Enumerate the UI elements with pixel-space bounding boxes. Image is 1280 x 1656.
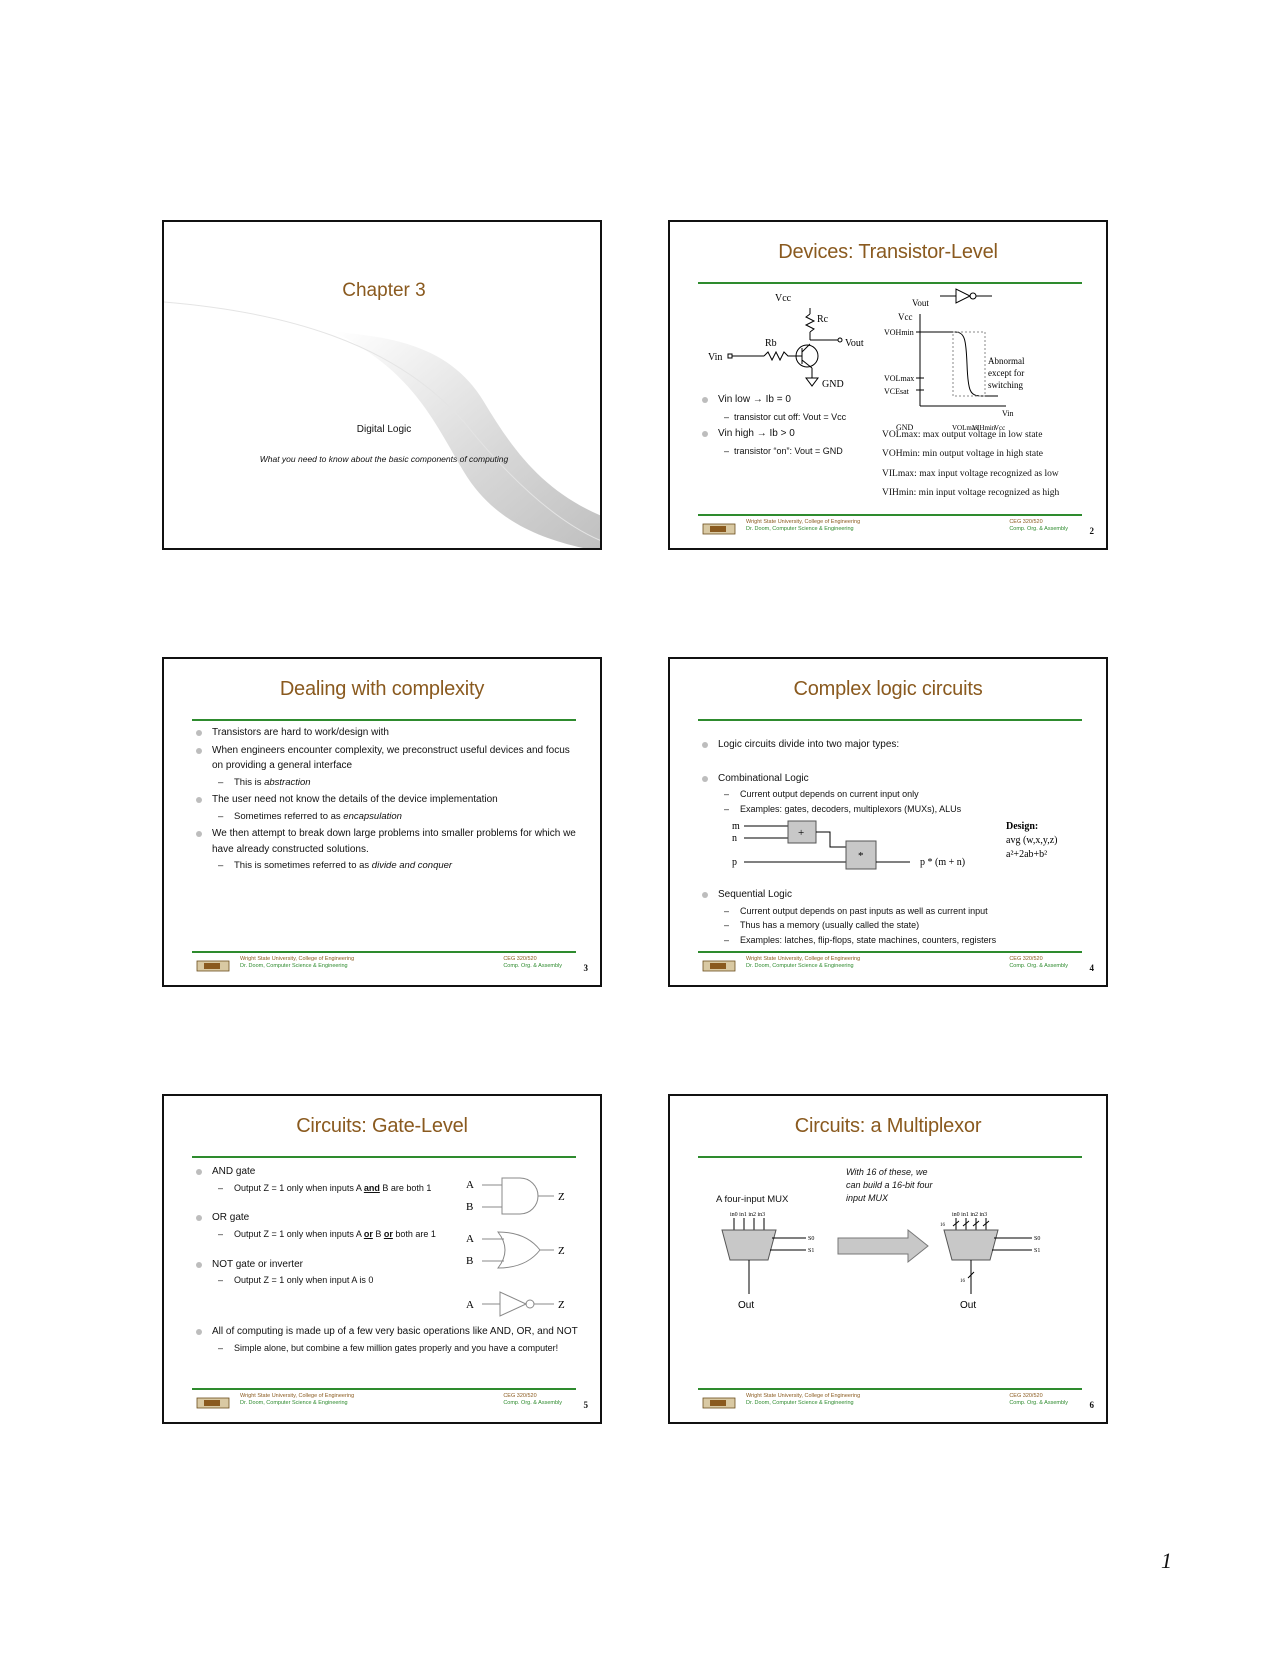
university-logo: [702, 1396, 736, 1410]
sub-bullet: – This is sometimes referred to as divide and conquer: [190, 859, 582, 874]
sub-bullet: – Current output depends on current input only: [696, 788, 1088, 802]
vin-label: Vin: [708, 352, 723, 363]
svg-text:S0: S0: [1034, 1236, 1041, 1242]
slide-1-subtitle: Digital Logic: [356, 424, 412, 435]
footer-author: Dr. Doom, Computer Science & Engineering: [240, 963, 348, 970]
slide-1-title: Chapter 3: [342, 280, 426, 301]
university-logo: [196, 1396, 230, 1410]
slide-4: [668, 657, 1108, 987]
definition-vol: VOLmax: max output voltage in low state: [882, 430, 1043, 440]
graph-note-3: switching: [988, 380, 1023, 390]
graph-note-2: except for: [988, 368, 1025, 378]
graph-gnd-label: GND: [896, 423, 914, 432]
slide-footer: [698, 1388, 1098, 1414]
svg-text:S0: S0: [808, 1236, 815, 1242]
bullet: OR gate: [190, 1210, 440, 1226]
or-gate-symbol: [466, 1232, 565, 1268]
bullet: Logic circuits divide into two major types:: [696, 737, 1088, 753]
svg-text:B: B: [466, 1255, 474, 1267]
title-rule: [192, 1156, 576, 1158]
definition-voh: VOHmin: min output voltage in high state: [882, 449, 1043, 460]
graph-vce-label: VCEsat: [884, 387, 909, 396]
slide-1: [162, 220, 602, 550]
slide-footer: [698, 514, 1098, 540]
graph-voh-label: VOHmin: [884, 328, 914, 337]
slide-5: [162, 1094, 602, 1424]
footer-author: Dr. Doom, Computer Science & Engineering: [746, 963, 854, 970]
multiplexor-diagram: [670, 1208, 1108, 1368]
bullet: All of computing is made up of a few very basic operations like AND, OR, and NOT: [190, 1324, 582, 1340]
logic-gates-diagram: [464, 1176, 594, 1326]
footer-university: Wright State University, College of Engineering: [746, 1393, 861, 1399]
graph-xvih-label: VIHmin: [972, 424, 996, 432]
sub-bullet: – Current output depends on past inputs as well as current input: [696, 905, 1088, 919]
slide-5-summary-bullets: [190, 1322, 582, 1356]
page-number: 1: [1161, 1548, 1172, 1573]
svg-text:Out: Out: [738, 1300, 755, 1311]
slide-5-title: Circuits: Gate-Level: [296, 1115, 468, 1137]
bullet: Sequential Logic: [696, 887, 1088, 903]
vcc-label: Vcc: [775, 293, 792, 304]
input-m-label: m: [732, 821, 740, 832]
sub-bullet: – transistor cut off: Vout = Vcc: [696, 410, 886, 424]
svg-text:S1: S1: [1034, 1248, 1041, 1254]
bullet: AND gate: [190, 1164, 440, 1180]
svg-text:in0 in1 in2 in3: in0 in1 in2 in3: [952, 1212, 988, 1218]
footer-course-name: Comp. Org. & Assembly: [1009, 526, 1068, 533]
slide-footer: [192, 951, 592, 977]
sub-bullet: – Output Z = 1 only when inputs A or B or both are 1: [190, 1228, 440, 1242]
bullet: Combinational Logic: [696, 771, 1088, 787]
footer-course-name: Comp. Org. & Assembly: [1009, 1400, 1068, 1407]
ground-symbol: [806, 378, 818, 386]
footer-course-name: Comp. Org. & Assembly: [1009, 963, 1068, 970]
sub-bullet: – Examples: gates, decoders, multiplexors (MUXs), ALUs: [696, 803, 1088, 817]
vout-label: Vout: [845, 338, 864, 349]
svg-text:Out: Out: [960, 1300, 977, 1311]
svg-text:Z: Z: [558, 1191, 565, 1203]
multiplier-symbol: *: [858, 850, 864, 862]
slide-number: 3: [583, 963, 588, 973]
slide-6-title: Circuits: a Multiplexor: [794, 1115, 982, 1137]
graph-xvcc-label: Vcc: [994, 424, 1006, 432]
bullet: Vin low → Ib = 0: [696, 392, 886, 408]
footer-course-code: CEG 320/520: [1009, 956, 1043, 962]
design-avg: avg (w,x,y,z): [1006, 835, 1058, 846]
mux-note: With 16 of these, we can build a 16-bit four input MUX: [846, 1167, 933, 1204]
footer-author: Dr. Doom, Computer Science & Engineering: [746, 1400, 854, 1407]
svg-text:A: A: [466, 1299, 474, 1311]
footer-university: Wright State University, College of Engineering: [746, 519, 861, 525]
footer-course-code: CEG 320/520: [503, 1393, 537, 1399]
svg-text:B: B: [466, 1201, 474, 1213]
combinational-circuit-diagram: [670, 817, 1108, 887]
threshold-definitions: [882, 426, 1097, 504]
sub-bullet: – Output Z = 1 only when input A is 0: [190, 1274, 440, 1288]
sub-bullet: – Examples: latches, flip-flops, state machines, counters, registers: [696, 934, 1088, 948]
title-rule: [192, 719, 576, 721]
footer-course-name: Comp. Org. & Assembly: [503, 1400, 562, 1407]
bullet: NOT gate or inverter: [190, 1257, 440, 1273]
slide-3-title: Dealing with complexity: [279, 678, 485, 700]
sub-bullet: – Thus has a memory (usually called the state): [696, 919, 1088, 933]
graph-vout-label: Vout: [912, 298, 929, 308]
svg-text:A: A: [466, 1233, 474, 1245]
slide-2: [668, 220, 1108, 550]
slide-4-bullets-bottom: [696, 885, 1088, 949]
slide-2-title: Devices: Transistor-Level: [778, 241, 998, 263]
transfer-curve-graph: [884, 298, 1025, 432]
input-p-label: p: [732, 857, 737, 868]
graph-vin-label: Vin: [1002, 409, 1014, 418]
title-rule: [698, 719, 1082, 721]
svg-text:Z: Z: [558, 1299, 565, 1311]
gnd-label: GND: [822, 379, 844, 390]
slide-4-bullets-top: [696, 735, 1088, 818]
title-swoosh-graphic: [164, 222, 602, 550]
slide-number: 5: [583, 1400, 588, 1410]
slide-2-bullets: [696, 390, 886, 460]
bullet: When engineers encounter complexity, we preconstruct useful devices and focus on providing a general interface: [190, 743, 582, 774]
design-expression: a²+2ab+b²: [1006, 849, 1048, 860]
slide-number: 6: [1089, 1400, 1094, 1410]
university-logo: [702, 959, 736, 973]
footer-university: Wright State University, College of Engineering: [746, 956, 861, 962]
footer-author: Dr. Doom, Computer Science & Engineering: [240, 1400, 348, 1407]
sub-bullet: – Sometimes referred to as encapsulation: [190, 810, 582, 825]
slide-6: [668, 1094, 1108, 1424]
sub-bullet: – Output Z = 1 only when inputs A and B are both 1: [190, 1182, 440, 1196]
four-input-mux: [722, 1212, 814, 1311]
bullet: Vin high → Ib > 0: [696, 426, 886, 442]
not-gate-symbol: [466, 1292, 565, 1316]
transform-arrow: [838, 1230, 928, 1262]
university-logo: [702, 522, 736, 536]
rb-label: Rb: [765, 338, 777, 349]
definition-vih: VIHmin: min input voltage recognized as high: [882, 488, 1060, 499]
sub-bullet: – This is abstraction: [190, 776, 582, 791]
svg-text:16: 16: [940, 1223, 945, 1228]
slide-3: [162, 657, 602, 987]
mux-label: A four-input MUX: [716, 1194, 789, 1205]
title-rule: [698, 1156, 1082, 1158]
svg-text:S1: S1: [808, 1248, 815, 1254]
and-gate-symbol: [466, 1178, 565, 1214]
bullet: We then attempt to break down large problems into smaller problems for which we have already constructed solutions.: [190, 826, 582, 857]
rc-label: Rc: [817, 314, 829, 325]
inverter-symbol: [940, 289, 992, 303]
sub-bullet: – Simple alone, but combine a few million gates properly and you have a computer!: [190, 1342, 582, 1356]
bullet: Transistors are hard to work/design with: [190, 725, 582, 741]
footer-author: Dr. Doom, Computer Science & Engineering: [746, 526, 854, 533]
svg-text:in0 in1 in2 in3: in0 in1 in2 in3: [730, 1212, 766, 1218]
graph-vcc-label: Vcc: [898, 312, 913, 322]
sub-bullet: – transistor “on”: Vout = GND: [696, 444, 886, 458]
footer-course-code: CEG 320/520: [503, 956, 537, 962]
graph-vol-label: VOLmax: [884, 374, 915, 383]
slide-5-gate-bullets: [190, 1162, 440, 1289]
slide-number: 2: [1089, 526, 1094, 536]
slide-number: 4: [1089, 963, 1094, 973]
input-n-label: n: [732, 833, 737, 844]
footer-course-code: CEG 320/520: [1009, 1393, 1043, 1399]
svg-text:16: 16: [960, 1279, 965, 1284]
graph-note-1: Abnormal: [988, 356, 1025, 366]
svg-text:A: A: [466, 1179, 474, 1191]
svg-text:Z: Z: [558, 1245, 565, 1257]
output-expression: p * (m + n): [920, 857, 966, 868]
bullet: The user need not know the details of the device implementation: [190, 792, 582, 808]
slide-3-bullets: [190, 723, 582, 875]
graph-xvol-label: VOLmax: [952, 424, 979, 432]
footer-university: Wright State University, College of Engineering: [240, 1393, 355, 1399]
slide-1-tagline: What you need to know about the basic components of computing: [259, 454, 509, 464]
slide-footer: [698, 951, 1098, 977]
sixteen-bit-mux: [940, 1212, 1040, 1311]
slide-4-title: Complex logic circuits: [793, 678, 983, 700]
design-heading: Design:: [1006, 821, 1039, 832]
university-logo: [196, 959, 230, 973]
adder-symbol: +: [798, 827, 805, 839]
footer-university: Wright State University, College of Engineering: [240, 956, 355, 962]
definition-vil: VILmax: max input voltage recognized as low: [882, 468, 1059, 479]
footer-course-code: CEG 320/520: [1009, 519, 1043, 525]
slide-footer: [192, 1388, 592, 1414]
footer-course-name: Comp. Org. & Assembly: [503, 963, 562, 970]
